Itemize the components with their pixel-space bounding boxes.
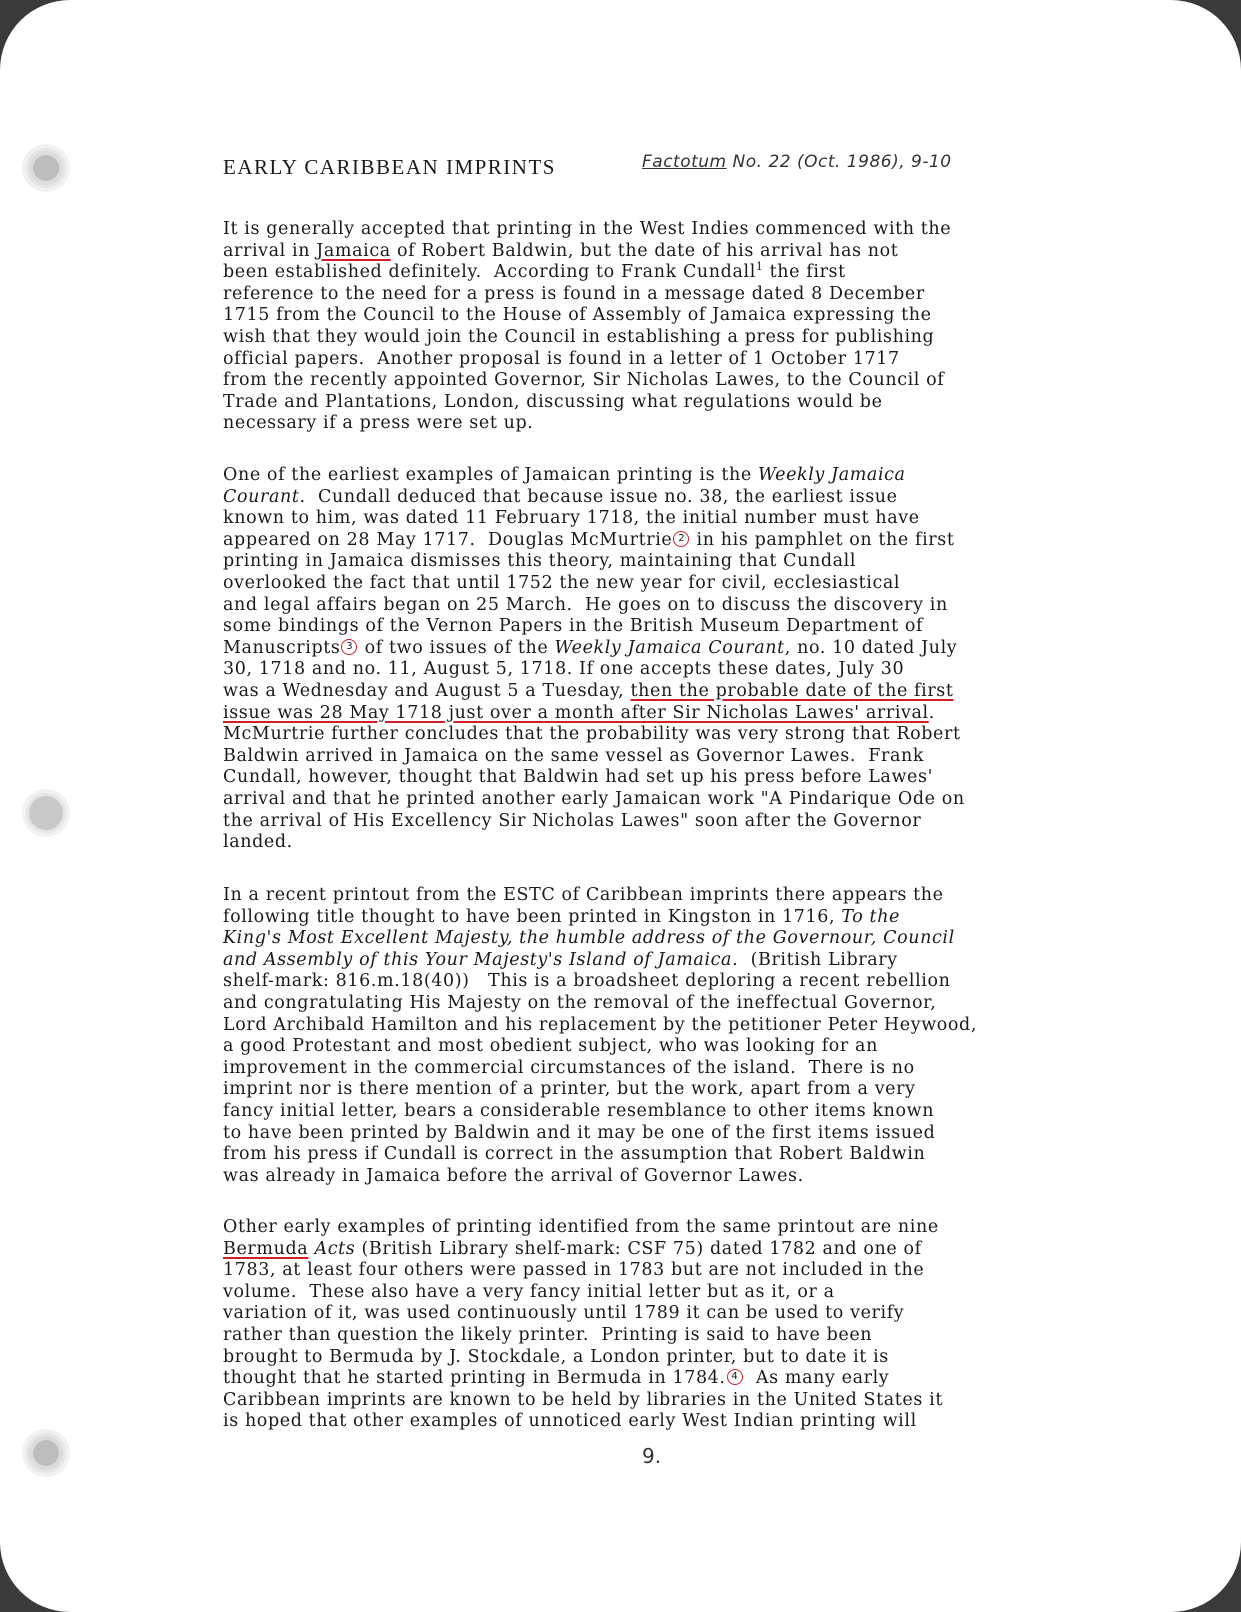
text-line: necessary if a press were set up. (223, 413, 534, 434)
underlined-bermuda: Bermuda (223, 1238, 309, 1259)
text-line: variation of it, was used continuously until 1789 it can be used to verify (223, 1303, 905, 1324)
text-line: arrival in Jamaica of Robert Baldwin, but the date of his arrival has not (223, 240, 899, 261)
text-line: Manuscripts 3 of two issues of the Weekly Jamaica Courant, no. 10 dated July (223, 637, 958, 658)
page-number: 9. (642, 1444, 662, 1468)
footnote-3-circled: 3 (341, 639, 357, 655)
text-line: Bermuda Acts (British Library shelf-mark: CSF 75) dated 1782 and one of (223, 1238, 922, 1259)
text-line: issue was 28 May 1718 just over a month after Sir Nicholas Lawes' arrival. (223, 702, 935, 723)
text-line: overlooked the fact that until 1752 the new year for civil, ecclesiastical (223, 572, 901, 593)
footnote-4-circled: 4 (727, 1369, 743, 1385)
text-line: Trade and Plantations, London, discussing what regulations would be (223, 391, 883, 412)
footnote-2-circled: 2 (673, 531, 689, 547)
text-line: official papers. Another proposal is found in a letter of 1 October 1717 (223, 348, 900, 369)
text-line: brought to Bermuda by J. Stockdale, a London printer, but to date it is (223, 1346, 889, 1367)
binder-hole-bottom (26, 1433, 66, 1473)
text-line: from the recently appointed Governor, Sir Nicholas Lawes, to the Council of (223, 370, 945, 391)
paragraph-3 (223, 885, 1103, 1187)
text-line: imprint nor is there mention of a printer, but the work, apart from a very (223, 1079, 916, 1100)
text-line: Lord Archibald Hamilton and his replacement by the petitioner Peter Heywood, (223, 1014, 978, 1035)
paragraph-2 (223, 465, 1103, 854)
text-line: Caribbean imprints are known to be held by libraries in the United States it (223, 1389, 943, 1410)
underlined-jamaica: Jamaica (316, 240, 391, 261)
text-line: appeared on 28 May 1717. Douglas McMurtrie 2 in his pamphlet on the first (223, 529, 955, 550)
text-line: Baldwin arrived in Jamaica on the same vessel as Governor Lawes. Frank (223, 745, 925, 766)
text-line: shelf-mark: 816.m.18(40)) This is a broadsheet deploring a recent rebellion (223, 971, 951, 992)
underlined-passage-a: then the probable date of the first (630, 680, 954, 701)
footnote-1: 1 (755, 260, 764, 274)
text-line: known to him, was dated 11 February 1718, the initial number must have (223, 508, 920, 529)
text-line: It is generally accepted that printing in the West Indies commenced with the (223, 219, 952, 239)
text-line: is hoped that other examples of unnoticed early West Indian printing will (223, 1411, 917, 1432)
document-title: EARLY CARIBBEAN IMPRINTS (223, 155, 556, 179)
text-line: 30, 1718 and no. 11, August 5, 1718. If one accepts these dates, July 30 (223, 659, 905, 680)
text-line: 1783, at least four others were passed in 1783 but are not included in the (223, 1260, 925, 1281)
text-line: Cundall, however, thought that Baldwin had set up his press before Lawes' (223, 767, 933, 788)
text-line: In a recent printout from the ESTC of Caribbean imprints there appears the (223, 885, 944, 905)
text-line: landed. (223, 832, 293, 853)
text-line: a good Protestant and most obedient subject, who was looking for an (223, 1036, 878, 1057)
text-line: printing in Jamaica dismisses this theory, maintaining that Cundall (223, 551, 857, 572)
citation-details: No. 22 (Oct. 1986), 9-10 (732, 152, 952, 172)
text-line: following title thought to have been printed in Kingston in 1716, To the (223, 906, 901, 927)
text-line: McMurtrie further concludes that the probability was very strong that Robert (223, 724, 961, 745)
text-line: some bindings of the Vernon Papers in the British Museum Department of (223, 616, 924, 637)
text-line: fancy initial letter, bears a considerable resemblance to other items known (223, 1100, 935, 1121)
text-line: improvement in the commercial circumstances of the island. There is no (223, 1057, 915, 1078)
text-line: wish that they would join the Council in establishing a press for publishing (223, 326, 935, 347)
text-line: arrival and that he printed another early Jamaican work "A Pindarique Ode on (223, 788, 965, 809)
text-line: from his press if Cundall is correct in the assumption that Robert Baldwin (223, 1144, 926, 1165)
text-line: to have been printed by Baldwin and it may be one of the first items issued (223, 1122, 936, 1143)
binder-hole-middle (26, 793, 66, 833)
paragraph-1 (223, 219, 1103, 435)
text-line: been established definitely. According to Frank Cundall$^1$ the first (223, 260, 846, 283)
text-line: volume. These also have a very fancy initial letter but as it, or a (223, 1281, 835, 1302)
text-line: the arrival of His Excellency Sir Nicholas Lawes" soon after the Governor (223, 810, 922, 831)
text-line: thought that he started printing in Bermuda in 1784. 4 As many early (223, 1368, 890, 1389)
text-line: and legal affairs began on 25 March. He goes on to discuss the discovery in (223, 594, 948, 615)
text-line: rather than question the likely printer. Printing is said to have been (223, 1324, 873, 1345)
text-line: reference to the need for a press is found in a message dated 8 December (223, 283, 925, 304)
text-line: One of the earliest examples of Jamaican printing is the Weekly Jamaica (223, 465, 906, 485)
underlined-passage-b: issue was 28 May 1718 just over a month after Sir Nicholas Lawes' arrival (223, 702, 929, 723)
handwritten-citation (642, 152, 952, 172)
text-line: 1715 from the Council to the House of Assembly of Jamaica expressing the (223, 305, 932, 326)
binder-hole-top (26, 148, 66, 188)
text-line: Other early examples of printing identified from the same printout are nine (223, 1217, 939, 1237)
text-line: and congratulating His Majesty on the removal of the ineffectual Governor, (223, 992, 937, 1013)
text-line: was a Wednesday and August 5 a Tuesday, then the probable date of the first (223, 680, 954, 701)
citation-journal: Factotum (642, 152, 727, 172)
text-line: and Assembly of this Your Majesty's Island of Jamaica. (British Library (223, 949, 898, 970)
text-line: was already in Jamaica before the arrival of Governor Lawes. (223, 1165, 804, 1186)
text-line: Courant. Cundall deduced that because issue no. 38, the earliest issue (223, 486, 898, 507)
paragraph-4 (223, 1217, 1103, 1433)
text-line: King's Most Excellent Majesty, the humble address of the Governour, Council (223, 928, 955, 949)
